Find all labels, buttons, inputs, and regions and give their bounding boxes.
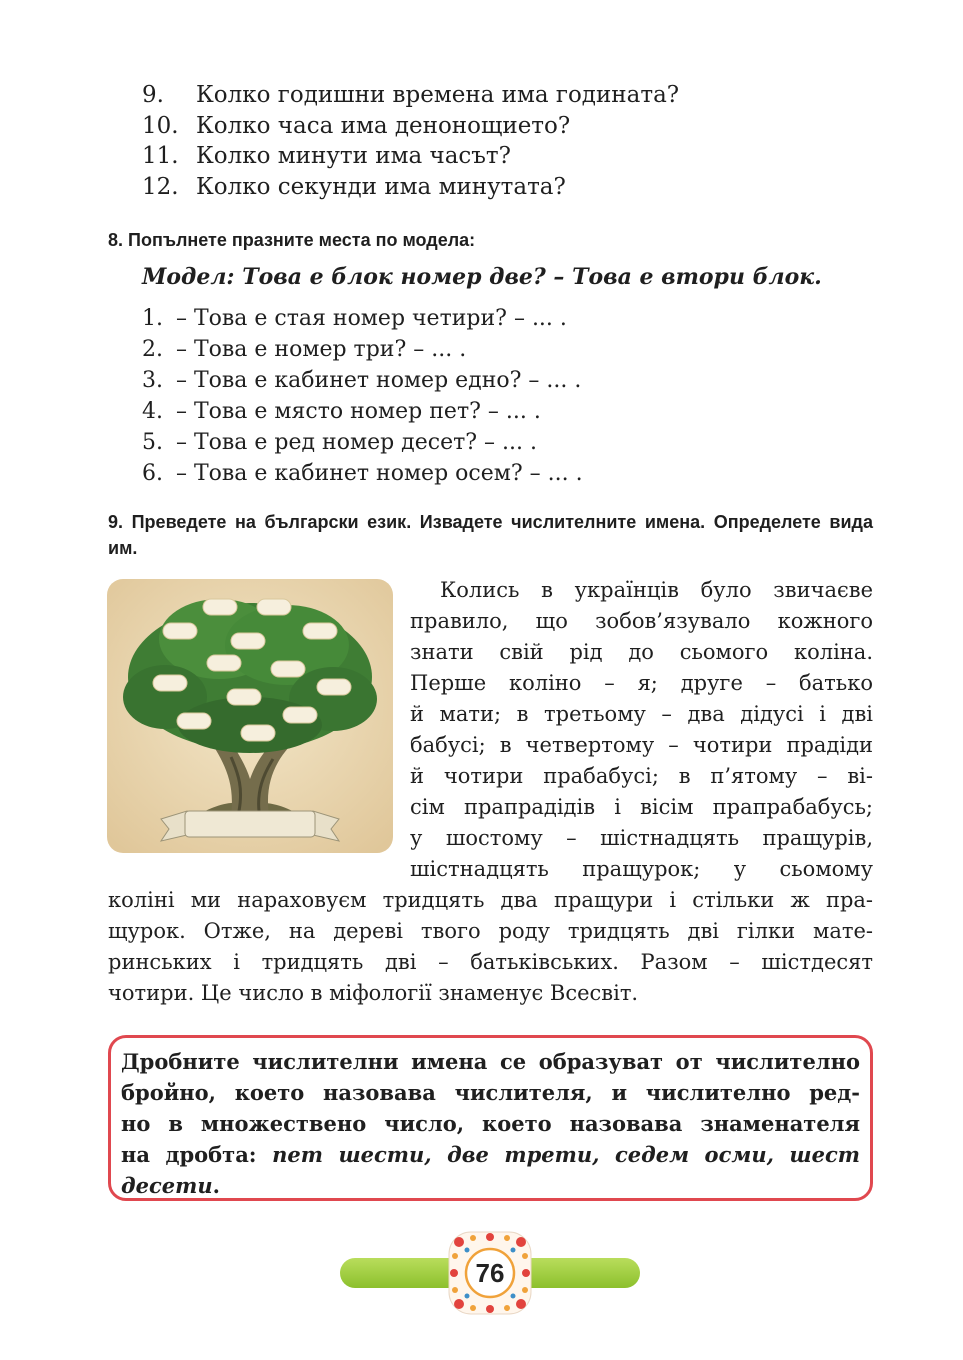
item-number: 5. — [142, 430, 163, 455]
item-text: – Това е кабинет номер едно? – ... . — [176, 368, 582, 393]
text-line: шістнадцять пращурок; у сьомому — [410, 857, 873, 881]
text-line: коліні ми нараховуєм тридцять два пращури і стільки ж пра- — [108, 888, 873, 912]
list-item — [142, 334, 583, 365]
item-number: 2. — [142, 337, 163, 362]
list-item — [142, 458, 583, 489]
text-line: Перше коліно – я; друге – батько — [410, 671, 873, 695]
family-tree-illustration — [107, 579, 393, 853]
translation-text-full-width — [108, 885, 873, 1009]
rule-line — [121, 1170, 860, 1201]
rule-line — [121, 1139, 860, 1170]
list-item — [142, 396, 583, 427]
item-text: Колко минути има часът? — [196, 143, 511, 169]
task-8-heading: 8. Попълнете празните места по модела: — [108, 230, 476, 250]
item-text: – Това е стая номер четири? – ... . — [176, 306, 567, 331]
text-line: ринських і тридцять дві – батьківських. Разом – шістдесят — [108, 950, 873, 974]
item-number: 11. — [142, 143, 179, 169]
rule-example: пет шести, две трети, седем осми, шест — [272, 1142, 860, 1167]
text-line: знати свій рід до сьомого коліна. — [410, 640, 873, 664]
text-line: бабусі; в четвертому – чотири прадіди — [410, 733, 873, 757]
model-sentence: Модел: Това е блок номер две? – Това е втори блок. — [142, 264, 822, 290]
rule-line: но в множествено число, което назовава знаменателя — [121, 1111, 860, 1136]
list-item — [142, 172, 679, 203]
grammar-rule-box — [108, 1035, 873, 1201]
list-item — [142, 141, 679, 172]
item-text: – Това е ред номер десет? – ... . — [176, 430, 538, 455]
text-line: Колись в українців було звичаєве — [440, 578, 873, 602]
list-item — [142, 365, 583, 396]
item-number: 9. — [142, 82, 164, 108]
rule-line: Дробните числителни имена се образуват от числително — [121, 1049, 860, 1074]
page-footer — [340, 1228, 640, 1318]
rule-example: десети — [121, 1173, 213, 1198]
page-number: 76 — [475, 1257, 505, 1288]
item-text: Колко годишни времена има годината? — [196, 82, 680, 108]
family-tree-icon — [107, 579, 393, 853]
rule-line: бройно, което назовава числителя, и числително ред- — [121, 1080, 860, 1105]
item-text: – Това е номер три? – ... . — [176, 337, 467, 362]
question-list — [142, 80, 679, 202]
list-item — [142, 111, 679, 142]
text-line: правило, що зобов’язувало кожного — [410, 609, 873, 633]
list-item — [142, 303, 583, 334]
list-item — [142, 427, 583, 458]
item-number: 6. — [142, 461, 163, 486]
task-9-heading: 9. Преведете на български език. Извадете числителните имена. Определете вида им. — [108, 512, 873, 558]
translation-text-beside-image — [410, 575, 873, 885]
rule-text: на дробта: — [121, 1142, 273, 1167]
item-number: 1. — [142, 306, 163, 331]
item-number: 12. — [142, 173, 179, 200]
list-item — [142, 80, 679, 111]
item-text: Колко секунди има минутата? — [196, 173, 566, 200]
text-line: у шостому – шістнадцять пращурів, — [410, 826, 873, 850]
exercise-list — [142, 303, 583, 489]
page-badge — [445, 1228, 535, 1318]
item-number: 3. — [142, 368, 163, 393]
item-number: 4. — [142, 399, 163, 424]
item-text: – Това е място номер пет? – ... . — [176, 399, 541, 424]
text-line: сім прапрадідів і вісім прапрабабусь; — [410, 795, 873, 819]
text-line: чотири. Це число в міфології знаменує Всесвіт. — [108, 981, 639, 1005]
rule-text: . — [212, 1173, 220, 1198]
item-text: Колко часа има денонощието? — [196, 112, 571, 139]
text-line: й мати; в третьому – два дідусі і дві — [410, 702, 873, 726]
text-line: щурок. Отже, на дереві твого роду тридцять дві гілки мате- — [108, 919, 873, 943]
text-line: й чотири прабабусі; в п’ятому – ві- — [410, 764, 873, 788]
item-text: – Това е кабинет номер осем? – ... . — [176, 461, 583, 486]
item-number: 10. — [142, 112, 179, 139]
